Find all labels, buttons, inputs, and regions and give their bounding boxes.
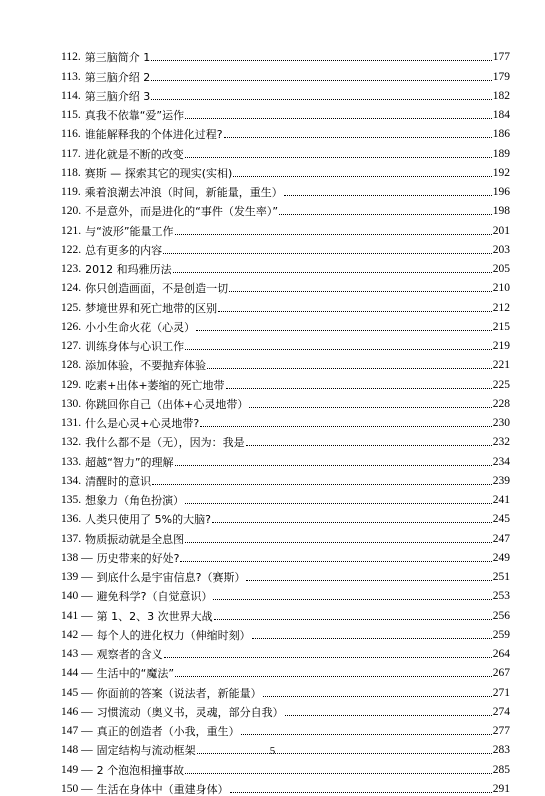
toc-entry-number: 145 — xyxy=(61,686,93,699)
toc-entry[interactable] xyxy=(61,392,510,411)
toc-dot-leader xyxy=(185,773,492,774)
toc-entry-title: 吃素+出体+萎缩的死亡地带 xyxy=(85,378,225,392)
toc-entry-number: 112. xyxy=(61,51,81,64)
toc-dot-leader xyxy=(151,60,492,61)
toc-dot-leader xyxy=(233,176,491,177)
toc-dot-leader xyxy=(185,542,492,543)
toc-entry-title: 我什么都不是（无），因为：我是 xyxy=(85,436,245,450)
toc-entry-page: 196 xyxy=(492,186,510,198)
toc-dot-leader xyxy=(285,715,492,716)
toc-entry-number: 122. xyxy=(61,243,82,256)
toc-dot-leader xyxy=(224,137,492,138)
toc-entry-number: 126. xyxy=(61,320,82,333)
toc-entry-page: 230 xyxy=(492,417,510,429)
toc-entry[interactable] xyxy=(61,161,510,180)
toc-entry[interactable] xyxy=(61,488,510,507)
table-of-contents xyxy=(61,45,510,796)
toc-dot-leader xyxy=(213,599,491,600)
toc-dot-leader xyxy=(185,349,492,350)
toc-dot-leader xyxy=(151,99,492,100)
toc-entry-page: 225 xyxy=(492,378,510,391)
toc-entry[interactable] xyxy=(61,526,510,545)
toc-entry-title: 生活中的“魔法” xyxy=(96,667,175,681)
toc-entry-number: 129. xyxy=(61,378,82,391)
toc-entry-title: 第三脑简介 1 xyxy=(84,51,151,65)
toc-entry-number: 113. xyxy=(61,70,81,83)
toc-entry[interactable] xyxy=(61,777,510,796)
toc-entry-number: 130. xyxy=(61,397,82,410)
toc-dot-leader xyxy=(151,80,492,81)
toc-dot-leader xyxy=(263,696,492,697)
toc-entry-page: 247 xyxy=(492,532,510,545)
toc-dot-leader xyxy=(175,465,492,466)
toc-entry[interactable] xyxy=(61,218,510,237)
toc-entry-number: 148 — xyxy=(61,744,93,757)
toc-entry-page: 221 xyxy=(492,359,510,372)
toc-entry-number: 139 — xyxy=(61,571,93,583)
toc-entry-page: 264 xyxy=(492,648,510,660)
toc-dot-leader xyxy=(284,195,492,196)
toc-entry[interactable] xyxy=(61,507,510,526)
toc-dot-leader xyxy=(200,426,492,427)
toc-entry-title: 添加体验，不要抛弃体验 xyxy=(85,359,207,373)
toc-entry-page: 228 xyxy=(492,397,510,410)
toc-entry-title: 第 1、2、3 次世界大战 xyxy=(96,609,213,623)
toc-dot-leader xyxy=(246,445,492,446)
toc-entry[interactable] xyxy=(61,199,510,218)
toc-entry-page: 201 xyxy=(492,224,510,237)
toc-entry-page: 212 xyxy=(492,301,510,314)
toc-entry[interactable] xyxy=(61,603,510,622)
toc-entry[interactable] xyxy=(61,180,510,199)
toc-entry-page: 186 xyxy=(492,128,510,141)
toc-entry[interactable] xyxy=(61,372,510,391)
toc-entry-page: 267 xyxy=(492,667,510,680)
toc-entry[interactable] xyxy=(61,546,510,565)
toc-entry-page: 234 xyxy=(492,455,510,468)
toc-entry-title: 乘着浪潮去冲浪（时间，新能量，重生） xyxy=(84,186,283,199)
toc-entry[interactable] xyxy=(61,623,510,642)
toc-entry-number: 138 — xyxy=(61,551,93,564)
toc-dot-leader xyxy=(164,657,492,658)
toc-entry[interactable] xyxy=(61,141,510,160)
toc-entry-number: 118. xyxy=(61,166,81,179)
toc-entry-page: 277 xyxy=(492,725,510,737)
toc-entry-title: 你只创造画面，不是创造一切 xyxy=(85,282,229,296)
toc-dot-leader xyxy=(218,311,492,312)
toc-dot-leader xyxy=(173,272,492,273)
toc-entry[interactable] xyxy=(61,334,510,353)
toc-entry-number: 136. xyxy=(61,513,82,526)
toc-dot-leader xyxy=(196,330,492,331)
toc-entry-page: 259 xyxy=(492,628,510,641)
toc-entry-page: 245 xyxy=(492,513,510,526)
toc-entry[interactable] xyxy=(61,719,510,738)
toc-entry-number: 123. xyxy=(61,263,82,275)
toc-entry-page: 205 xyxy=(492,263,510,275)
toc-entry-number: 144 — xyxy=(61,667,93,680)
toc-entry-title: 梦境世界和死亡地带的区别 xyxy=(85,301,218,315)
toc-entry[interactable] xyxy=(61,84,510,103)
toc-entry-title: 2 个泡泡相撞事故 xyxy=(96,763,185,777)
toc-entry-title: 训练身体与心识工作 xyxy=(85,340,185,353)
toc-entry-title: 2012 和玛雅历法 xyxy=(85,263,172,276)
toc-entry-number: 128. xyxy=(61,359,82,372)
toc-entry-number: 115. xyxy=(61,109,81,121)
toc-dot-leader xyxy=(212,522,492,523)
toc-dot-leader xyxy=(185,157,492,158)
toc-entry[interactable] xyxy=(61,757,510,776)
toc-entry[interactable] xyxy=(61,315,510,334)
toc-entry-title: 观察者的含义 xyxy=(96,648,163,661)
toc-dot-leader xyxy=(252,638,492,639)
toc-entry-title: 与“波形”能量工作 xyxy=(85,224,174,238)
toc-entry-number: 121. xyxy=(61,224,82,237)
toc-entry-title: 第三脑介绍 2 xyxy=(84,70,151,84)
toc-dot-leader xyxy=(163,253,492,254)
toc-entry-title: 你跳回你自己（出体+心灵地带） xyxy=(85,397,249,411)
toc-entry-number: 133. xyxy=(61,455,82,468)
toc-entry-number: 137. xyxy=(61,532,82,545)
toc-entry-page: 251 xyxy=(492,571,510,583)
toc-entry-title: 你面前的答案（说法者，新能量） xyxy=(96,686,262,700)
toc-dot-leader xyxy=(185,503,492,504)
toc-entry[interactable] xyxy=(61,276,510,295)
toc-entry-number: 150 — xyxy=(61,782,93,795)
toc-entry-title: 清醒时的意识 xyxy=(85,474,152,488)
toc-dot-leader xyxy=(152,484,492,485)
toc-entry[interactable] xyxy=(61,238,510,257)
toc-entry-number: 140 — xyxy=(61,590,93,603)
toc-entry-number: 149 — xyxy=(61,763,93,776)
toc-entry-number: 141 — xyxy=(61,609,93,622)
toc-entry-number: 125. xyxy=(61,301,82,314)
toc-entry-page: 210 xyxy=(492,282,510,295)
page-number: 5 xyxy=(269,745,276,757)
toc-dot-leader xyxy=(175,234,492,235)
toc-entry-page: 192 xyxy=(492,166,510,179)
toc-entry[interactable] xyxy=(61,584,510,603)
toc-entry[interactable] xyxy=(61,353,510,372)
toc-entry[interactable] xyxy=(61,430,510,449)
toc-entry-title: 超越“智力”的理解 xyxy=(85,455,174,469)
toc-dot-leader xyxy=(229,291,492,292)
toc-entry[interactable] xyxy=(61,257,510,276)
toc-dot-leader xyxy=(214,619,492,620)
toc-entry-page: 184 xyxy=(492,109,510,121)
toc-entry-number: 147 — xyxy=(61,725,93,737)
toc-entry-page: 256 xyxy=(492,609,510,622)
toc-entry[interactable] xyxy=(61,642,510,661)
toc-entry[interactable] xyxy=(61,103,510,122)
toc-entry-number: 120. xyxy=(61,205,82,218)
toc-entry-number: 119. xyxy=(61,186,81,198)
toc-entry-title: 物质振动就是全息图 xyxy=(85,532,185,546)
toc-entry-page: 285 xyxy=(492,763,510,776)
toc-entry-page: 253 xyxy=(492,590,510,603)
toc-entry-page: 291 xyxy=(492,782,510,795)
toc-entry-title: 固定结构与流动框架 xyxy=(96,744,196,758)
toc-entry-title: 总有更多的内容 xyxy=(85,243,163,257)
toc-entry-page: 177 xyxy=(492,51,510,64)
toc-entry-page: 283 xyxy=(492,744,510,757)
toc-entry-page: 215 xyxy=(492,320,510,333)
toc-entry-page: 198 xyxy=(492,205,510,218)
toc-dot-leader xyxy=(175,676,492,677)
toc-dot-leader xyxy=(185,118,492,119)
toc-dot-leader xyxy=(230,792,492,793)
toc-entry[interactable] xyxy=(61,565,510,584)
toc-entry-title: 什么是心灵+心灵地带? xyxy=(85,417,200,430)
toc-entry-title: 避免科学?（自觉意识） xyxy=(96,590,213,604)
toc-entry-title: 不是意外，而是进化的“事件（发生率）” xyxy=(85,205,279,219)
toc-dot-leader xyxy=(207,368,492,369)
toc-dot-leader xyxy=(241,734,492,735)
toc-dot-leader xyxy=(249,407,491,408)
toc-entry-number: 124. xyxy=(61,282,82,295)
toc-entry-title: 历史带来的好处? xyxy=(96,551,180,565)
toc-entry[interactable] xyxy=(61,661,510,680)
toc-entry-title: 真我不依靠“爱”运作 xyxy=(84,109,185,122)
toc-entry-title: 小小生命火花（心灵） xyxy=(85,320,196,334)
toc-entry-number: 127. xyxy=(61,340,82,352)
toc-entry-page: 232 xyxy=(492,436,510,449)
toc-entry-title: 真正的创造者（小我，重生） xyxy=(96,725,240,738)
toc-entry-title: 每个人的进化权力（伸缩时刻） xyxy=(96,628,251,642)
toc-entry-title: 赛斯 — 探索其它的现实(实相) xyxy=(84,166,233,180)
toc-entry-number: 143 — xyxy=(61,648,93,660)
toc-dot-leader xyxy=(226,388,492,389)
toc-entry-number: 116. xyxy=(61,128,81,141)
toc-entry-page: 182 xyxy=(492,89,510,102)
toc-entry[interactable] xyxy=(61,64,510,83)
toc-entry[interactable] xyxy=(61,45,510,64)
toc-entry-title: 进化就是不断的改变 xyxy=(84,147,184,161)
toc-dot-leader xyxy=(180,561,491,562)
toc-entry-page: 203 xyxy=(492,243,510,256)
toc-dot-leader xyxy=(246,580,491,581)
toc-entry[interactable] xyxy=(61,411,510,430)
toc-entry-page: 241 xyxy=(492,494,510,506)
toc-entry-page: 189 xyxy=(492,147,510,160)
toc-entry-title: 第三脑介绍 3 xyxy=(84,89,151,103)
toc-entry-page: 271 xyxy=(492,686,510,699)
toc-entry-number: 142 — xyxy=(61,628,93,641)
toc-entry-title: 人类只使用了 5%的大脑? xyxy=(85,513,211,527)
toc-entry-page: 239 xyxy=(492,474,510,487)
toc-entry[interactable] xyxy=(61,122,510,141)
toc-entry[interactable] xyxy=(61,295,510,314)
toc-entry-number: 132. xyxy=(61,436,82,449)
toc-dot-leader xyxy=(279,214,492,215)
toc-entry-title: 到底什么是宇宙信息?（赛斯） xyxy=(96,571,246,584)
toc-entry-number: 134. xyxy=(61,474,82,487)
toc-entry-title: 生活在身体中（重建身体） xyxy=(96,782,229,796)
toc-entry-title: 习惯流动（奥义书，灵魂，部分自我） xyxy=(96,705,284,719)
toc-entry-number: 135. xyxy=(61,494,82,506)
toc-entry-page: 219 xyxy=(492,340,510,352)
toc-entry-number: 146 — xyxy=(61,705,93,718)
toc-entry[interactable] xyxy=(61,449,510,468)
toc-entry-number: 117. xyxy=(61,147,81,160)
toc-entry-title: 想象力（角色扮演） xyxy=(85,494,185,507)
toc-entry-number: 131. xyxy=(61,417,82,429)
toc-entry[interactable] xyxy=(61,700,510,719)
toc-entry-number: 114. xyxy=(61,89,81,102)
toc-entry-page: 249 xyxy=(492,551,510,564)
toc-entry-title: 谁能解释我的个体进化过程? xyxy=(84,128,223,142)
toc-entry[interactable] xyxy=(61,469,510,488)
toc-entry[interactable] xyxy=(61,680,510,699)
toc-entry-page: 179 xyxy=(492,70,510,83)
toc-entry-page: 274 xyxy=(492,705,510,718)
